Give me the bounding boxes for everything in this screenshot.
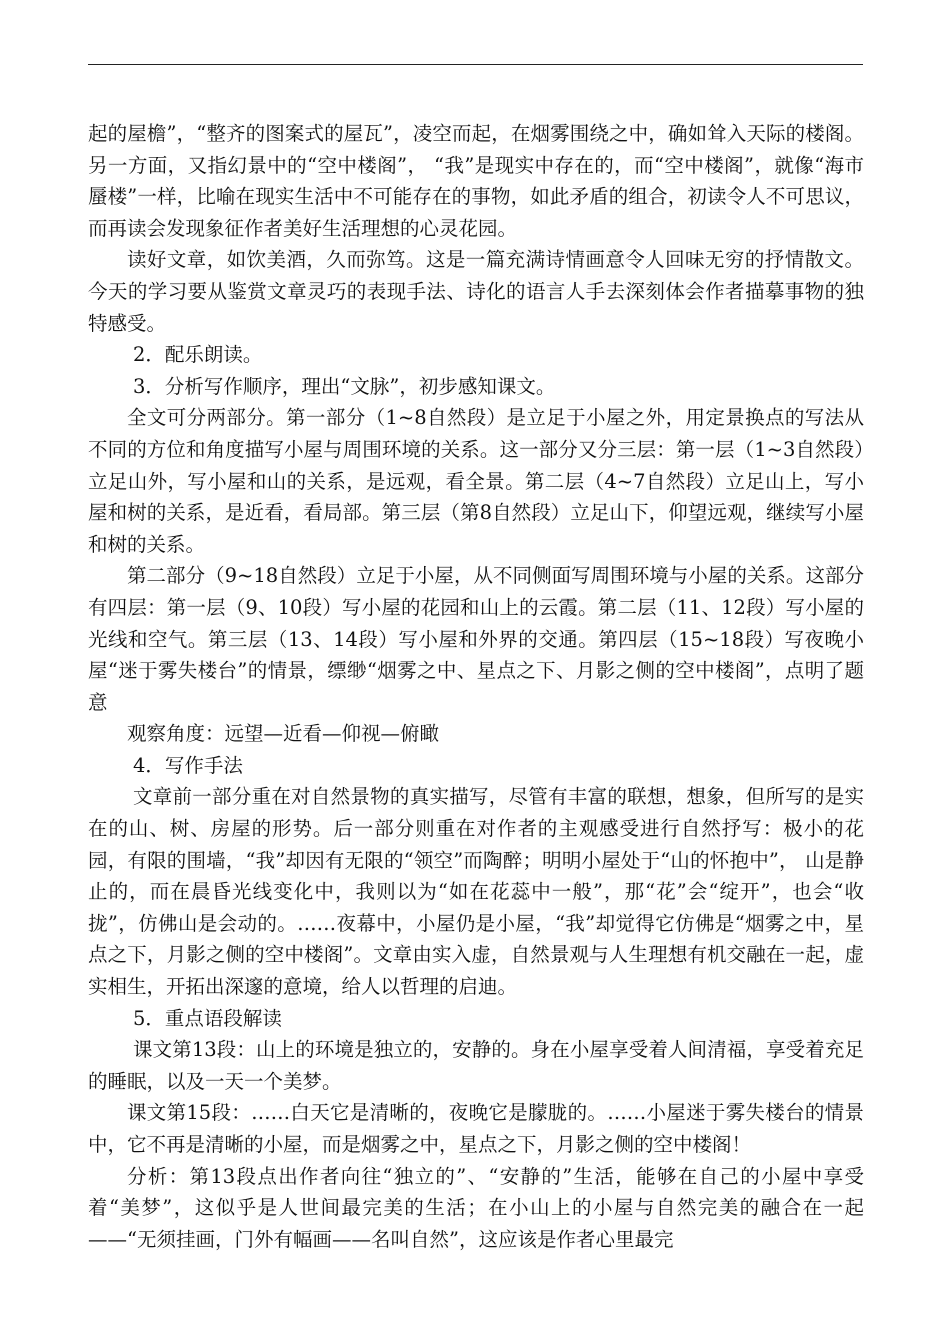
paragraph-item-5: 5．重点语段解读 [133, 1006, 282, 1030]
body-text [88, 118, 864, 1255]
paragraph-analysis: 分析：第13段点出作者向往“独立的”、“安静的”生活，能够在自己的小屋中享受着“美梦”，这似乎是人世间最完美的生活；在小山上的小屋与自然完美的融合在一起——“无须挂画，门外有幅画——名叫自然”，这应该是作者心里最完 [88, 1164, 864, 1251]
paragraph-part-two: 第二部分（9~18自然段）立足于小屋，从不同侧面写周围环境与小屋的关系。这部分有四层：第一层（9、10段）写小屋的花园和山上的云霞。第二层（11、12段）写小屋的光线和空气。第三层（13、14段）写小屋和外界的交通。第四层（15~18段）写夜晚小屋“迷于雾失楼台”的情景，缥缈“烟雾之中、星点之下、月影之侧的空中楼阁”，点明了题意 [88, 564, 864, 714]
paragraph-reading-intro: 读好文章，如饮美酒，久而弥笃。这是一篇充满诗情画意令人回味无穷的抒情散文。今天的学习要从鉴赏文章灵巧的表现手法、诗化的语言人手去深刻体会作者描摹事物的独特感受。 [88, 248, 864, 335]
paragraph-observation-angle: 观察角度：远望—近看—仰视—俯瞰 [127, 722, 440, 746]
paragraph-section-13: 课文第13段：山上的环境是独立的，安静的。身在小屋享受着人间清福，享受着充足的睡眠，以及一天一个美梦。 [88, 1038, 864, 1093]
header-rule [88, 64, 863, 65]
paragraph-item-4: 4．写作手法 [133, 753, 243, 777]
paragraph-item-3: 3．分析写作顺序，理出“文脉”，初步感知课文。 [133, 374, 556, 398]
paragraph-item-2: 2．配乐朗读。 [133, 343, 263, 367]
paragraph-writing-technique: 文章前一部分重在对自然景物的真实描写，尽管有丰富的联想，想象，但所写的是实在的山、树、房屋的形势。后一部分则重在对作者的主观感受进行自然抒写：极小的花园，有限的围墙，“我”却因有无限的“领空”而陶醉；明明小屋处于“山的怀抱中”， 山是静止的，而在晨昏光线变化中，我则以为“如在花蕊中一般”，那“花”会“绽开”，也会“收拢”，仿佛山是会动的。……夜幕中，小屋仍是小屋，“我”却觉得它仿佛是“烟雾之中，星点之下，月影之侧的空中楼阁”。文章由实入虚，自然景观与人生理想有机交融在一起，虚实相生，开拓出深邃的意境，给人以哲理的启迪。 [88, 785, 864, 999]
paragraph-part-one: 全文可分两部分。第一部分（1~8自然段）是立足于小屋之外，用定景换点的写法从不同的方位和角度描写小屋与周围环境的关系。这一部分又分三层：第一层（1~3自然段）立足山外，写小屋和山的关系，是远观，看全景。第二层（4~7自然段）立足山上，写小屋和树的关系，是近看，看局部。第三层（第8自然段）立足山下，仰望远观，继续写小屋和树的关系。 [88, 406, 864, 556]
paragraph-section-15: 课文第15段：……白天它是清晰的，夜晚它是朦胧的。……小屋迷于雾失楼台的情景中，它不再是清晰的小屋，而是烟雾之中，星点之下，月影之侧的空中楼阁！ [88, 1101, 864, 1156]
paragraph-continuation: 起的屋檐”，“整齐的图案式的屋瓦”，凌空而起，在烟雾围绕之中，确如耸入天际的楼阁。另一方面，又指幻景中的“空中楼阁”， “我”是现实中存在的，而“空中楼阁”，就像“海市蜃楼”一样，比喻在现实生活中不可能存在的事物，如此矛盾的组合，初读令人不可思议，而再读会发现象征作者美好生活理想的心灵花园。 [88, 122, 864, 240]
